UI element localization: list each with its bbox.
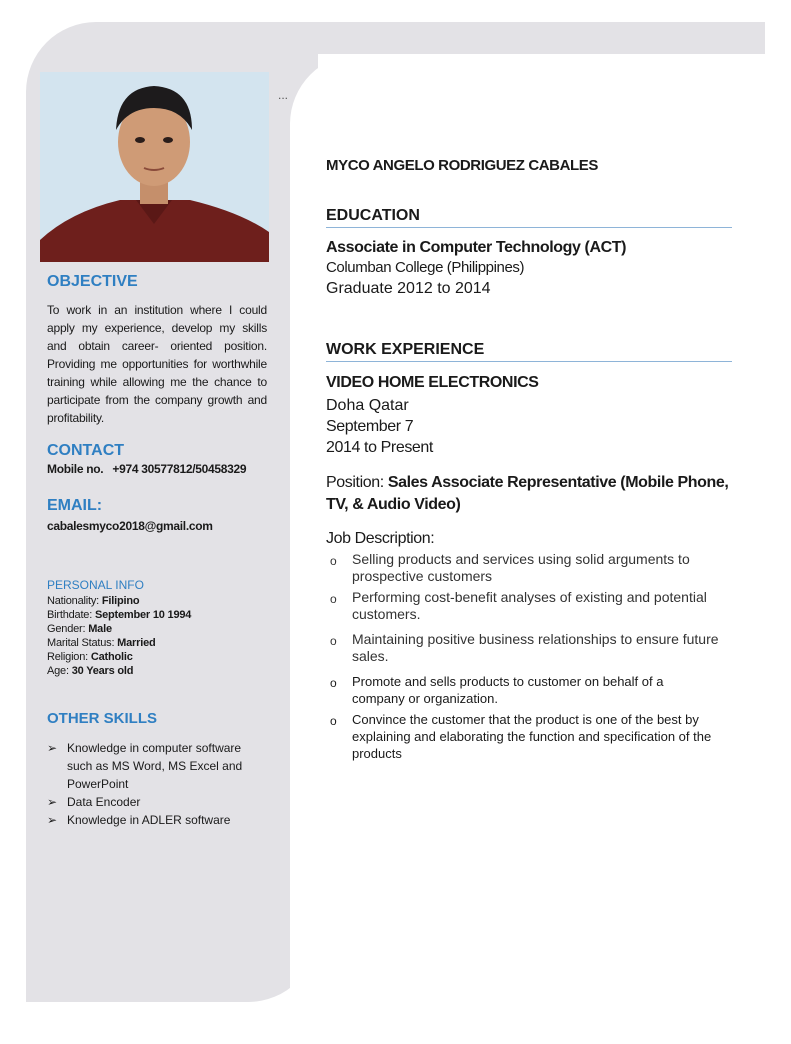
- duties-list: [326, 551, 746, 762]
- duty-item: [326, 589, 746, 623]
- work-title: WORK EXPERIENCE: [326, 341, 732, 362]
- circle-bullet-icon: o: [330, 676, 337, 690]
- duty-item: [326, 551, 746, 585]
- position-label: Position:: [326, 474, 384, 491]
- work-position: [326, 472, 746, 516]
- duty-item: [326, 673, 712, 707]
- religion-value: Catholic: [90, 651, 133, 663]
- work-date-start: September 7: [326, 418, 414, 435]
- marital-status-value: Married: [117, 637, 156, 649]
- personal-info-section: [47, 578, 267, 678]
- skill-text: Knowledge in ADLER software: [67, 813, 231, 827]
- nationality-line: [47, 594, 267, 608]
- email-section: [47, 497, 267, 533]
- candidate-name: MYCO ANGELO RODRIGUEZ CABALES: [326, 157, 599, 174]
- work-company: VIDEO HOME ELECTRONICS: [326, 374, 539, 391]
- duty-text: Performing cost-benefit analyses of existing and potential customers.: [352, 589, 707, 622]
- skill-item: [47, 811, 267, 829]
- arrow-bullet-icon: ➢: [47, 741, 58, 755]
- gender-label: Gender:: [47, 623, 86, 635]
- circle-bullet-icon: o: [330, 714, 337, 728]
- age-line: [47, 664, 267, 678]
- marital-status-label: Marital Status:: [47, 637, 115, 649]
- personal-info-title: PERSONAL INFO: [47, 578, 144, 592]
- other-skills-title: OTHER SKILLS: [47, 710, 158, 727]
- work-location: Doha Qatar: [326, 397, 409, 414]
- work-section: [326, 341, 746, 766]
- skill-item: [47, 793, 267, 811]
- skills-list: [47, 739, 267, 829]
- duty-item: [326, 631, 746, 665]
- duty-text: Convince the customer that the product is one of the best by explaining and elaborating the function and specification of the products: [352, 712, 712, 761]
- education-school: Columban College (Philippines): [326, 259, 525, 276]
- gender-value: Male: [88, 623, 112, 635]
- contact-section: [47, 442, 267, 476]
- gender-line: [47, 622, 267, 636]
- email-title: EMAIL:: [47, 497, 103, 514]
- birthdate-line: [47, 608, 267, 622]
- contact-mobile: [47, 462, 267, 476]
- nationality-value: Filipino: [101, 595, 140, 607]
- skill-item: [47, 739, 267, 793]
- education-degree: Associate in Computer Technology (ACT): [326, 239, 627, 256]
- mobile-value: +974 30577812/50458329: [112, 462, 247, 476]
- circle-bullet-icon: o: [330, 592, 337, 606]
- objective-title: OBJECTIVE: [47, 273, 138, 290]
- email-value[interactable]: cabalesmyco2018@gmail.com: [47, 519, 213, 533]
- objective-section: [47, 273, 267, 427]
- education-years: Graduate 2012 to 2014: [326, 280, 491, 297]
- nationality-label: Nationality:: [47, 595, 100, 607]
- more-indicator: ...: [278, 88, 289, 102]
- job-description-label: Job Description:: [326, 530, 435, 547]
- religion-line: [47, 650, 267, 664]
- work-date-range: 2014 to Present: [326, 439, 433, 456]
- birthdate-value: September 10 1994: [94, 609, 192, 621]
- contact-title: CONTACT: [47, 442, 125, 459]
- other-skills-section: [47, 710, 267, 829]
- age-label: Age:: [47, 665, 69, 677]
- arrow-bullet-icon: ➢: [47, 813, 58, 827]
- arrow-bullet-icon: ➢: [47, 795, 58, 809]
- birthdate-label: Birthdate:: [47, 609, 93, 621]
- education-section: [326, 207, 732, 298]
- marital-status-line: [47, 636, 267, 650]
- skill-text: Data Encoder: [67, 795, 141, 809]
- circle-bullet-icon: o: [330, 634, 337, 648]
- objective-text: To work in an institution where I could apply my experience, develop my skills and obtain career- oriented position. Providing me opportunities for worthwhile training while allowing me the chance to participate from the company growth and profitability.: [47, 303, 267, 425]
- skill-text: Knowledge in computer software such as MS Word, MS Excel and PowerPoint: [67, 741, 243, 791]
- age-value: 30 Years old: [71, 665, 134, 677]
- duty-item: [326, 711, 712, 762]
- religion-label: Religion:: [47, 651, 89, 663]
- duty-text: Maintaining positive business relationships to ensure future sales.: [352, 631, 719, 664]
- mobile-label: Mobile no.: [47, 462, 104, 476]
- duty-text: Promote and sells products to customer on behalf of a company or organization.: [352, 674, 664, 706]
- education-title: EDUCATION: [326, 207, 732, 228]
- profile-photo: [40, 72, 269, 262]
- duty-text: Selling products and services using solid arguments to prospective customers: [352, 551, 690, 584]
- circle-bullet-icon: o: [330, 554, 337, 568]
- position-value: Sales Associate Representative (Mobile Phone, TV, & Audio Video): [326, 474, 729, 513]
